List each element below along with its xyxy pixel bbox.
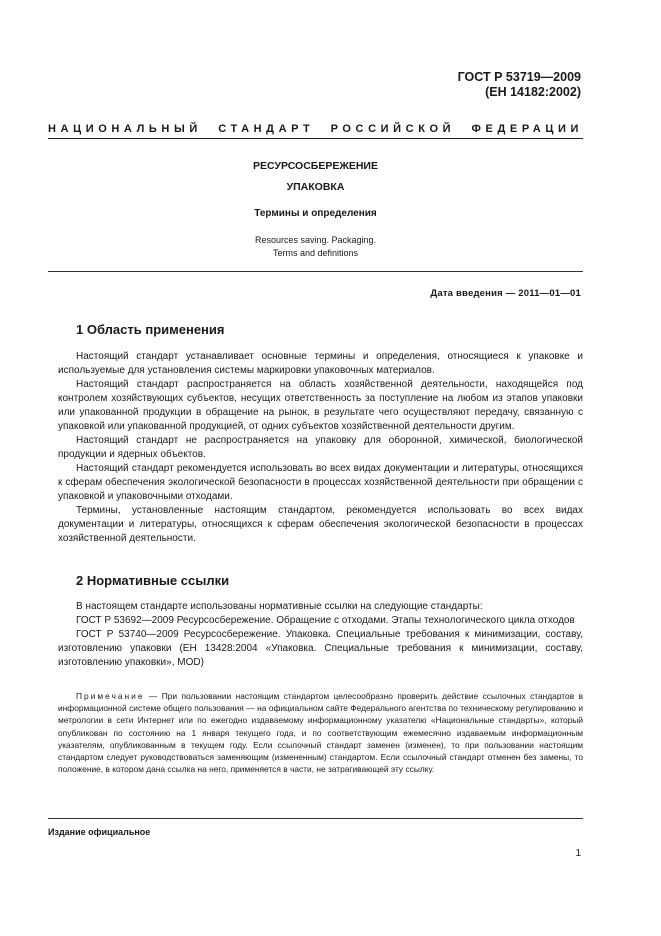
section-1-heading: 1 Область применения xyxy=(76,322,225,337)
title-line-1: РЕСУРСОСБЕРЕЖЕНИЕ xyxy=(253,160,378,172)
paragraph: Термины, установленные настоящим стандартом, рекомендуется использовать во всех видах документации и литературы, относящихся к сферам обеспечения экологической безопасности в процессах хозяйственной деятельности. xyxy=(58,505,583,544)
note-text: — При пользовании настоящим стандартом целесообразно проверить действие ссылочных стандартов в информационной системе общего пользования — на официальном сайте Федерального агентства по техническому регулированию и метрологии в сети Интернет или по ежегодно издаваемому информационному указателю «Национальные стандарты», который опубликован по состоянию на 1 января текущего года, и по соответствующим ежемесячно издаваемым информационным указателям, опубликованным в текущем году. Если ссылочный стандарт заменен (изменен), то при пользовании настоящим стандартом следует руководствоваться заменяющим (измененным) стандартом. Если ссылочный стандарт отменен без замены, то положение, в котором дана ссылка на него, применяется в части, не затрагивающей эту ссылку. xyxy=(58,691,584,775)
paragraph: В настоящем стандарте использованы нормативные ссылки на следующие стандарты: xyxy=(76,601,483,612)
standard-code: ГОСТ Р 53719—2009 xyxy=(457,70,581,84)
note-label: Примечание xyxy=(76,691,145,701)
footer-divider xyxy=(48,818,583,819)
standard-en-code: (ЕН 14182:2002) xyxy=(485,85,581,99)
page-number: 1 xyxy=(575,848,581,859)
title-subtitle: Термины и определения xyxy=(254,208,377,219)
national-standard-heading: НАЦИОНАЛЬНЫЙ СТАНДАРТ РОССИЙСКОЙ ФЕДЕРАЦИИ xyxy=(48,123,583,135)
paragraph: Настоящий стандарт устанавливает основные термины и определения, относящиеся к упаковке и используемые для установления системы маркировки упаковочных материалов. xyxy=(58,351,583,376)
edition-label: Издание официальное xyxy=(48,827,151,837)
english-title-line-2: Terms and definitions xyxy=(272,248,359,258)
introduction-date: Дата введения — 2011—01—01 xyxy=(430,288,581,299)
section-1-body xyxy=(58,350,583,546)
paragraph: Настоящий стандарт распространяется на область хозяйственной деятельности, находящейся под контролем хозяйствующих субъектов, несущих ответственность за поступление на любом из этапов упаковки или упакованной продукции в обращение на рынок, в результате чего осуществляют передачу, связанную с упаковкой или упакованной продукцией, от одних субъектов хозяйственной деятельности другим. xyxy=(58,379,583,432)
english-title-line-1: Resources saving. Packaging. xyxy=(254,235,377,245)
standard-designation xyxy=(458,70,581,100)
section-2-heading: 2 Нормативные ссылки xyxy=(76,573,230,588)
title-divider xyxy=(48,271,583,272)
note-block xyxy=(58,690,583,775)
reference-item: ГОСТ Р 53692—2009 Ресурсосбережение. Обращение с отходами. Этапы технологического цикла отходов xyxy=(76,615,575,626)
top-divider xyxy=(48,138,583,139)
paragraph: Настоящий стандарт рекомендуется использовать во всех видах документации и литературы, относящихся к сферам обеспечения экологической безопасности в процессах хозяйственной деятельности при обращении с упаковкой и упаковочными отходами. xyxy=(58,463,583,502)
paragraph: Настоящий стандарт не распространяется на упаковку для оборонной, химической, биологической продукции и ядерных объектов. xyxy=(58,435,583,460)
title-line-2: УПАКОВКА xyxy=(286,181,345,193)
reference-item: ГОСТ Р 53740—2009 Ресурсосбережение. Упаковка. Специальные требования к минимизации, составу, изготовлению упаковки (ЕН 13428:2004 «Упаковка. Специальные требования к минимизации, составу, изготовлению упаковки», MOD) xyxy=(58,629,583,668)
section-2-body xyxy=(58,600,583,670)
